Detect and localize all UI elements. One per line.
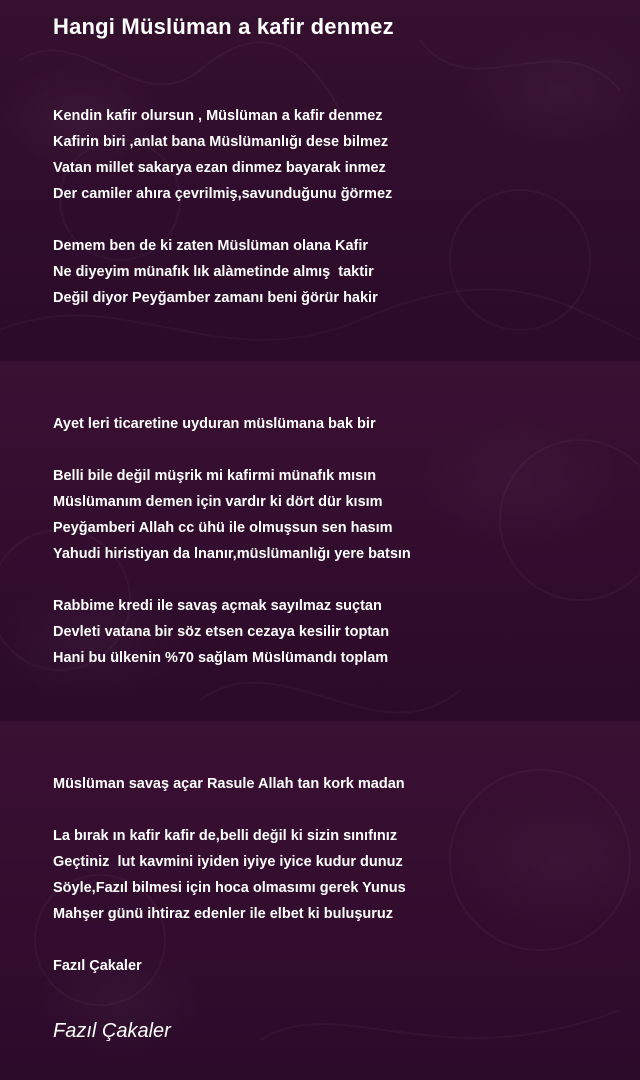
poem-line: Rabbime kredi ile savaş açmak sayılmaz suçtan (53, 598, 382, 614)
poem-line: Hani bu ülkenin %70 sağlam Müslümandı toplam (53, 650, 389, 666)
poem-line: Belli bile değil müşrik mi kafirmi münafık mısın (53, 468, 377, 484)
author-signature: Fazıl Çakaler (53, 1020, 171, 1042)
poem-line: Müslümanım demen için vardır ki dört dür kısım (53, 494, 383, 510)
poem-line: Devleti vatana bir söz etsen cezaya kesilir toptan (53, 624, 390, 640)
poem-line: Kendin kafir olursun , Müslüman a kafir denmez (53, 108, 383, 124)
poem-line: Geçtiniz lut kavmini iyiden iyiye iyice kudur dunuz (53, 854, 403, 870)
poem-author-line: Fazıl Çakaler (53, 958, 142, 974)
poem-line: Demem ben de ki zaten Müslüman olana Kafir (53, 238, 369, 254)
poem-line: Der camiler ahıra çevrilmiş,savunduğunu ğörmez (53, 186, 393, 202)
poem-line: Kafirin biri ,anlat bana Müslümanlığı dese bilmez (53, 134, 389, 150)
poem-title: Hangi Müslüman a kafir denmez (53, 14, 394, 39)
poem-line: La bırak ın kafir kafir de,belli değil ki sizin sınıfınız (53, 828, 398, 844)
poem-line: Değil diyor Peyğamber zamanı beni ğörür hakir (53, 290, 378, 306)
poem-line: Peyğamberi Allah cc ühü ile olmuşsun sen hasım (53, 520, 393, 536)
poem-line: Müslüman savaş açar Rasule Allah tan kork madan (53, 776, 405, 792)
poem-line: Vatan millet sakarya ezan dinmez bayarak inmez (53, 160, 386, 176)
poem-line: Ayet leri ticaretine uyduran müslümana bak bir (53, 416, 376, 432)
poem-line: Söyle,Fazıl bilmesi için hoca olmasımı gerek Yunus (53, 880, 406, 896)
poem-line: Ne diyeyim münafık lık alàmetinde almış taktir (53, 264, 374, 280)
poem-line: Mahşer günü ihtiraz edenler ile elbet ki buluşuruz (53, 906, 394, 922)
poem-line: Yahudi hiristiyan da lnanır,müslümanlığı yere batsın (53, 546, 411, 562)
